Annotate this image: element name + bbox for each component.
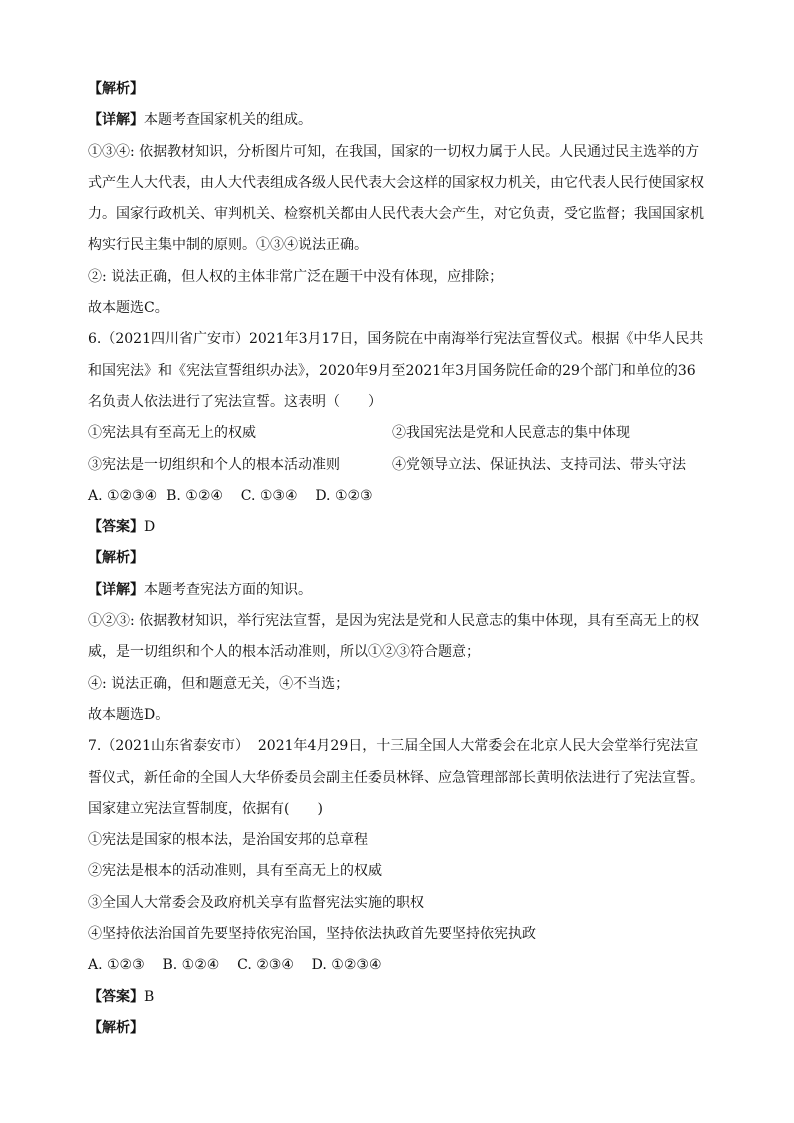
q5-para2: ②: 说法正确，但人权的主体非常广泛在题干中没有体现，应排除； (88, 268, 504, 285)
q7-stem-line2: 誓仪式，新任命的全国人大华侨委员会副主任委员林铎、应急管理部部长黄明依法进行了宪法宣誓。 (88, 769, 704, 786)
q7-stem-line1: 7.（2021山东省泰安市） 2021年4月29日，十三届全国人大常委会在北京人民大会堂举行宪法宣 (88, 738, 699, 755)
q7-option-1: ①宪法是国家的根本法，是治国安邦的总章程 (88, 832, 368, 849)
q6-options-row1 (88, 422, 710, 453)
q7-option-2: ②宪法是根本的活动准则，具有至高无上的权威 (88, 863, 382, 880)
q7-option-4: ④坚持依法治国首先要坚持依宪治国，坚持依法执政首先要坚持依宪执政 (88, 926, 536, 943)
q6-conclusion: 故本题选D。 (88, 706, 170, 723)
q7-analysis-label: 【解析】 (88, 1019, 144, 1036)
q6-detail-line (88, 579, 710, 610)
q6-answer-label: 【答案】 (88, 519, 144, 536)
q6-detail-label: 【详解】 (88, 581, 144, 598)
q6-stem-line3: 名负责人依法进行了宪法宣誓。这表明（ ） (88, 393, 382, 410)
q6-stem-line1: 6.（2021四川省广安市）2021年3月17日，国务院在中南海举行宪法宣誓仪式。根据《中华人民共 (88, 331, 704, 348)
q5-detail-label: 【详解】 (88, 112, 144, 129)
q5-conclusion: 故本题选C。 (88, 300, 169, 317)
q6-analysis-label: 【解析】 (88, 550, 144, 567)
q5-para1-line1: ①③④: 依据教材知识，分析图片可知，在我国，国家的一切权力属于人民。人民通过民主选举的方 (88, 143, 700, 160)
q6-answer: D (144, 519, 156, 536)
q6-option-2: ②我国宪法是党和人民意志的集中体现 (392, 425, 630, 442)
q6-option-4: ④党领导立法、保证执法、支持司法、带头守法 (392, 456, 686, 473)
q6-para1-line2: 威，是一切组织和个人的根本活动准则，所以①②③符合题意； (88, 644, 480, 661)
q6-options-row2 (88, 454, 710, 485)
q7-answer-label: 【答案】 (88, 988, 144, 1005)
q6-stem-line2: 和国宪法》和《宪法宣誓组织办法》，2020年9月至2021年3月国务院任命的29个部门和单位的36 (88, 362, 696, 379)
q5-detail-line (88, 109, 710, 140)
q5-detail-text: 本题考查国家机关的组成。 (144, 112, 312, 129)
q6-detail-text: 本题考查宪法方面的知识。 (144, 581, 312, 598)
q7-answer-line (88, 986, 710, 1017)
q7-option-3: ③全国人大常委会及政府机关享有监督宪法实施的职权 (88, 894, 424, 911)
q7-choices: A. ①②③ B. ①②④ C. ②③④ D. ①②③④ (88, 957, 382, 974)
q7-stem-line3: 国家建立宪法宣誓制度，依据有( ) (88, 800, 323, 817)
q6-para2: ④: 说法正确，但和题意无关，④不当选； (88, 675, 350, 692)
q5-para1-line3: 力。国家行政机关、审判机关、检察机关都由人民代表大会产生，对它负责，受它监督；我国国家机 (88, 206, 704, 223)
q5-analysis-label: 【解析】 (88, 81, 144, 97)
q6-option-3: ③宪法是一切组织和个人的根本活动准则 (88, 456, 340, 473)
q6-option-1: ①宪法具有至高无上的权威 (88, 425, 256, 442)
q6-para1-line1: ①②③: 依据教材知识，举行宪法宣誓，是因为宪法是党和人民意志的集中体现，具有至高无上的权 (88, 613, 700, 630)
q6-choices: A. ①②③④ B. ①②④ C. ①③④ D. ①②③ (88, 487, 373, 504)
document-page (88, 78, 710, 1048)
q5-para1-line2: 式产生人大代表，由人大代表组成各级人民代表大会这样的国家权力机关，由它代表人民行使国家权 (88, 174, 704, 191)
q6-answer-line (88, 516, 710, 547)
q5-para1-line4: 构实行民主集中制的原则。①③④说法正确。 (88, 237, 368, 254)
q7-answer: B (144, 988, 155, 1005)
